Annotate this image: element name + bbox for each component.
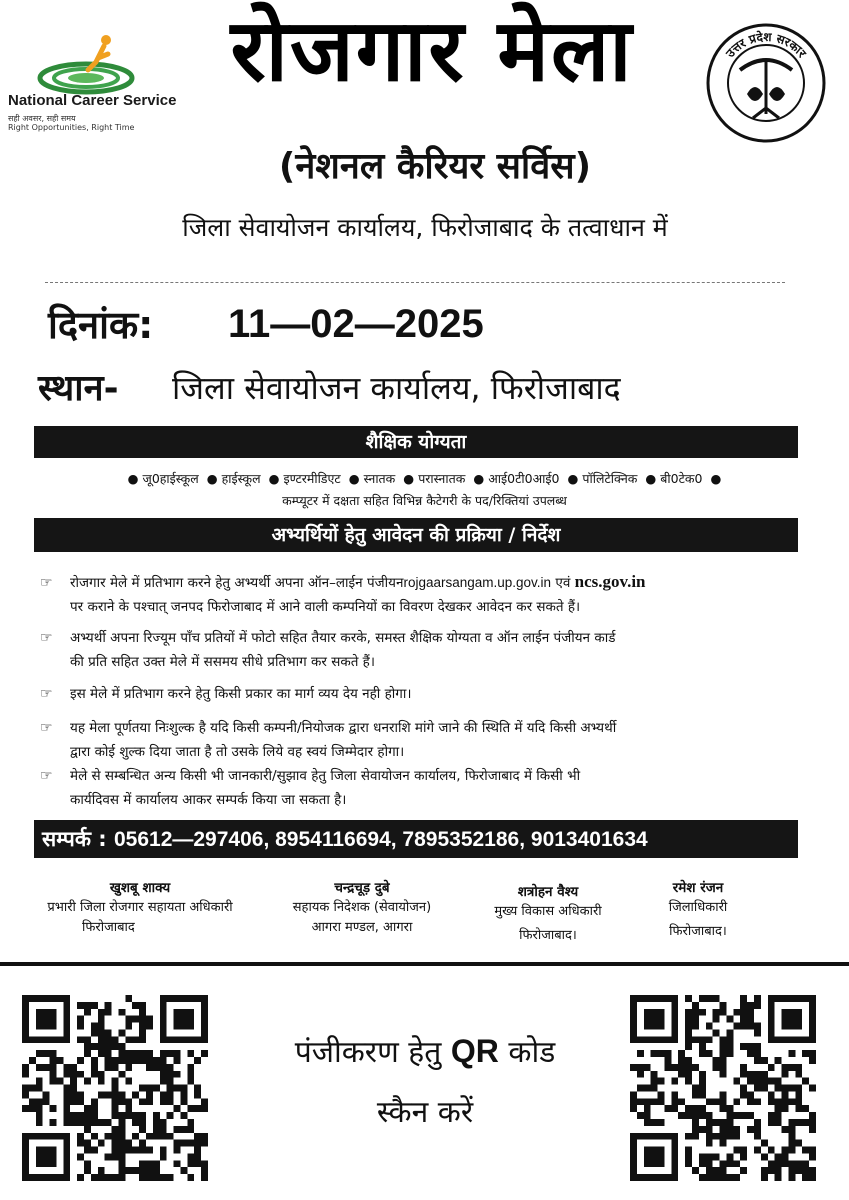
emblem-text: उत्तर प्रदेश सरकार: [723, 29, 809, 61]
pointing-hand-icon: ☞: [40, 720, 53, 736]
signatory: शत्रोहन वैश्य मुख्य विकास अधिकारी फिरोजाबाद।: [494, 884, 602, 943]
education-list: ● जू0हाईस्कूल ● हाईस्कूल ● इण्टरमीडिएट ● स्नातक ● परास्नातक ● आई0टी0आई0 ● पॉलिटेक्निक ● बी0टेक0 ●: [127, 471, 722, 486]
ncs-name: National Career Service: [8, 92, 177, 109]
pointing-hand-icon: ☞: [40, 575, 53, 591]
place-label: स्थान-: [38, 368, 119, 409]
qr-caption-line2: स्कैन करें: [376, 1095, 474, 1130]
divider: [45, 282, 785, 283]
education-item: इण्टरमीडिएट: [283, 471, 341, 486]
education-item: बी0टेक0: [660, 471, 703, 486]
pointing-hand-icon: ☞: [40, 686, 53, 702]
page-title: रोजगार मेला: [230, 1, 634, 101]
contact-label: सम्पर्क :: [42, 827, 107, 851]
signatory: चन्द्रचूड़ दुबे सहायक निदेशक (सेवायोजन) आगरा मण्डल, आगरा: [292, 880, 432, 935]
contact-numbers: 05612—297406, 8954116694, 7895352186, 9013401634: [113, 828, 648, 851]
date-label: दिनांक:: [48, 303, 154, 347]
instruction-item: ☞ रोजगार मेले में प्रतिभाग करने हेतु अभ्यर्थी अपना ऑन–लाईन पंजीयनrojgaarsangam.up.gov.in एवं ncs.gov.in पर कराने के पश्चात् जनपद फिरोजाबाद में आने वाली कम्पनियों का विवरण देखकर आवेदन कर सकते हैं।: [40, 572, 646, 615]
procedure-heading: अभ्यर्थियों हेतु आवेदन की प्रक्रिया / निर्देश: [34, 518, 798, 552]
education-item: स्नातक: [363, 471, 396, 486]
education-item: जू0हाईस्कूल: [142, 471, 199, 486]
link-rojgaarsangam[interactable]: rojgaarsangam.up.gov.in: [403, 575, 552, 590]
instruction-item: ☞ इस मेले में प्रतिभाग करने हेतु किसी प्रकार का मार्ग व्यय देय नही होगा।: [40, 682, 800, 706]
qr-caption: पंजीकरण हेतु QR कोड: [294, 1033, 556, 1070]
education-note: कम्प्यूटर में दक्षता सहित विभिन्न कैटेगरी के पद/रिक्तियां उपलब्ध: [282, 493, 567, 508]
instruction-item: ☞ यह मेला पूर्णतया निःशुल्क है यदि किसी कम्पनी/नियोजक द्वारा धनराशि मांगे जाने की स्थिति में यदि किसी अभ्यर्थी द्वारा कोई शुल्क दिया जाता है तो उसके लिये वह स्वयं जिम्मेदार होगा।: [40, 716, 800, 764]
education-item: हाईस्कूल: [221, 471, 261, 486]
instruction-item: ☞ अभ्यर्थी अपना रिज्यूम पाँच प्रतियों में फोटो सहित तैयार करके, समस्त शैक्षिक योग्यता व ऑन लाईन पंजीयन कार्ड की प्रति सहित उक्त मेले में ससमय सीधे प्रतिभाग कर सकते हैं।: [40, 626, 800, 674]
contact-bar: [34, 820, 798, 858]
education-heading: शैक्षिक योग्यता: [34, 426, 798, 458]
signatory: रमेश रंजन जिलाधिकारी फिरोजाबाद।: [668, 880, 728, 939]
organiser-line: जिला सेवायोजन कार्यालय, फिरोजाबाद के तत्वाधान में: [182, 213, 668, 242]
qr-code-right[interactable]: [630, 990, 816, 1186]
education-item: परास्नातक: [418, 471, 466, 486]
education-item: पॉलिटेक्निक: [582, 471, 638, 486]
page-subtitle: (नेशनल कैरियर सर्विस): [278, 146, 592, 187]
date-value: 11—02—2025: [228, 302, 484, 346]
signatory: खुशबू शाक्य प्रभारी जिला रोजगार सहायता अधिकारी फिरोजाबाद: [47, 880, 233, 935]
qr-code-left[interactable]: [22, 990, 208, 1186]
ncs-tagline-hindi: सही अवसर, सही समय: [8, 114, 76, 123]
place-value: जिला सेवायोजन कार्यालय, फिरोजाबाद: [172, 369, 621, 407]
divider: [0, 962, 849, 966]
link-ncs[interactable]: ncs.gov.in: [574, 572, 646, 591]
up-government-emblem: [705, 22, 827, 144]
ncs-tagline-english: Right Opportunities, Right Time: [8, 123, 135, 132]
pointing-hand-icon: ☞: [40, 768, 53, 784]
pointing-hand-icon: ☞: [40, 630, 53, 646]
education-item: आई0टी0आई0: [488, 471, 560, 486]
instruction-item: ☞ मेले से सम्बन्धित अन्य किसी भी जानकारी/सुझाव हेतु जिला सेवायोजन कार्यालय, फिरोजाबाद में किसी भी कार्यदिवस में कार्यालय आकर सम्पर्क किया जा सकता है।: [40, 764, 800, 812]
